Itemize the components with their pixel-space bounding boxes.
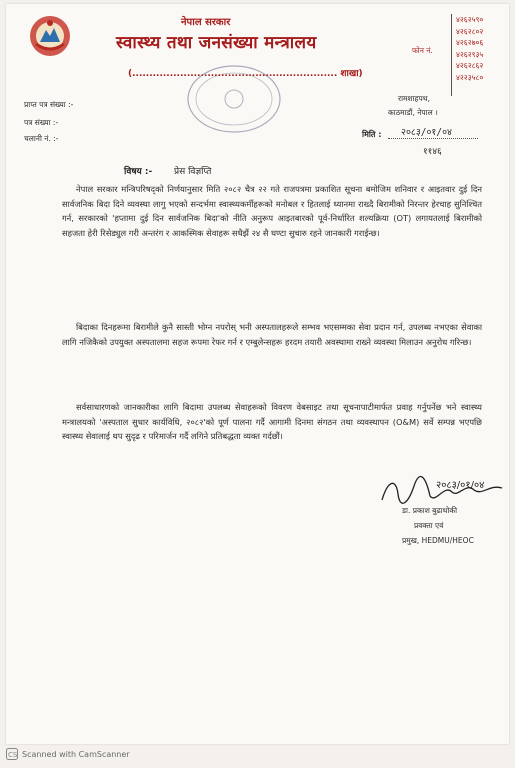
phone-number: ४२६२९३५ [456, 49, 484, 59]
phone-number: ४२६२८०२ [456, 26, 484, 36]
signatory-role: प्रवक्ता एवं [414, 521, 444, 530]
signature-block [402, 503, 474, 548]
date-underline [388, 138, 478, 139]
branch-line: (............................................................ शाखा) [128, 69, 363, 79]
handwritten-date: २०८३/०१/०४ [436, 480, 485, 491]
phone-label: फोन नं. [412, 46, 433, 55]
subject-value: प्रेस विज्ञप्ति [174, 167, 212, 177]
dispatch-number-label: चलानी नं. :- [24, 134, 59, 143]
phone-number: ४२६२७०६ [456, 38, 484, 47]
ministry-name: स्वास्थ्य तथा जनसंख्या मन्त्रालय [116, 33, 317, 53]
phone-number: ४२६२५९० [456, 15, 484, 24]
letter-date: २०८३/०१/०४ [401, 127, 452, 138]
government-title: नेपाल सरकार [181, 17, 231, 28]
scanner-watermark: Scanned with CamScanner [22, 750, 130, 759]
phone-number: ४२६२८६२ [456, 61, 484, 70]
body-paragraph: बिदाका दिनहरूमा बिरामीले कुनै सास्ती भोग्न नपरोस् भनी अस्पतालहरूले सम्भव भएसम्मका सेवा प्रदान गर्न, उपलब्ध नभएका सेवाका लागि नजिकैको उपयुक्त अस्पतालमा सहज रूपमा रेफर गर्न र एम्बुलेन्सहरू हरदम तयारी अवस्थामा राख्ने व्यवस्था मिलाउन अनुरोध गरिन्छ। [62, 322, 482, 347]
subject-label: विषय :- [124, 167, 153, 177]
phone-list [451, 14, 508, 96]
letter-number-label: पत्र संख्या :- [24, 118, 59, 127]
reference-number: ११४६ [423, 147, 442, 157]
phone-number: ४२२३५८० [456, 72, 484, 82]
letter-page [6, 4, 509, 744]
address-street: रामशाहपथ, [398, 94, 430, 103]
body-paragraph: नेपाल सरकार मन्त्रिपरिषद्को निर्णयानुसार मिति २०८२ चैत्र २२ गते राजपत्रमा प्रकाशित सूचना बमोजिम शनिवार र आइतवार दुई दिन सार्वजनिक बिदा दिने व्यवस्था लागु भएको सन्दर्भमा स्वास्थ्यकर्मीहरूको मनोबल र हितलाई ध्यानमा राख्दै बिरामीको निरन्तर हेरचाह सुनिश्चित गर्न, सरकारको 'हप्तामा दुई दिन सार्वजनिक बिदा'को नीति अनुरूप आइतबारको पूर्व-निर्धारित शल्यक्रिया (OT) लगायतलाई बिरामीको सहजता हेरी रिसेड्युल गरी अन्तरंग र आकस्मिक सेवाहरू सधैझैं २४ सै घण्टा सुचारु रहने जानकारी गराईन्छ। [62, 184, 482, 238]
nepal-emblem-icon [28, 14, 72, 58]
body-paragraph: सर्वसाधारणको जानकारीका लागि बिदामा उपलब्ध सेवाहरूको विवरण वेबसाइट तथा सूचनापाटीमार्फत प्रवाह गर्नुपर्नेछ भने स्वास्थ्य मन्त्रालयको 'अस्पताल सुधार कार्यविधि, २०८२'को पूर्ण पालना गर्दै आगामी दिनमा संगठन तथा व्यवस्थापन (O&M) सर्वे सम्पन्न भएपछि स्वास्थ्य सेवालाई थप सुदृढ र परिमार्जन गर्दै लगिने प्रतिबद्धता व्यक्त गर्दछौं। [62, 402, 482, 442]
date-label: मिति : [362, 130, 382, 139]
camscanner-logo-icon [6, 748, 18, 760]
official-stamp-icon [184, 62, 284, 136]
received-number-label: प्राप्त पत्र संख्या :- [24, 100, 74, 109]
address-city: काठमाडौं, नेपाल । [388, 108, 438, 117]
signatory-name: डा. प्रकाश बुढाथोकी [402, 506, 458, 515]
svg-text:CS: CS [8, 751, 18, 759]
signatory-title: प्रमुख, HEDMU/HEOC [402, 536, 474, 545]
